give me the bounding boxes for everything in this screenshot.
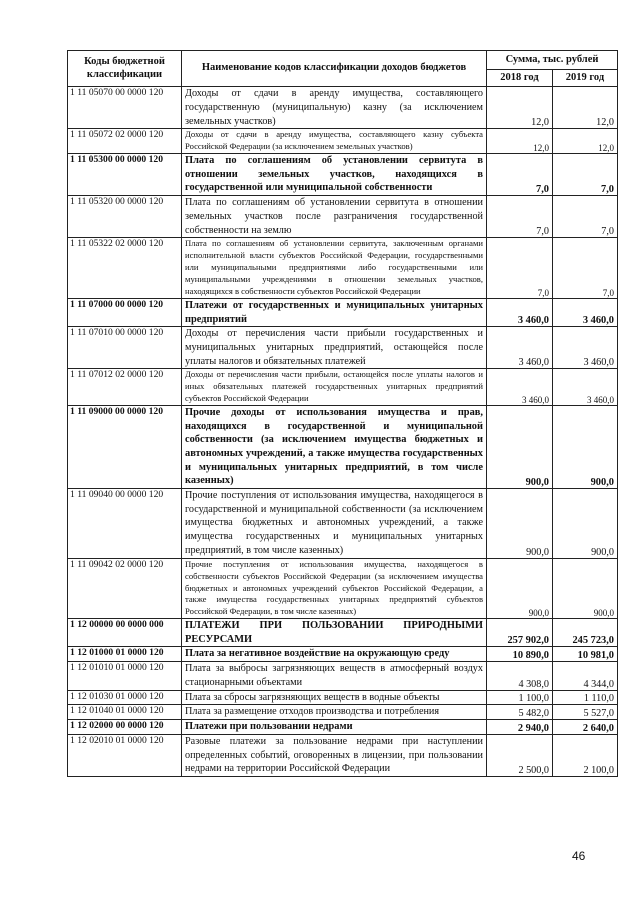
row-value-2019: 900,0	[553, 558, 618, 619]
row-value-2018: 257 902,0	[487, 619, 553, 647]
row-code: 1 11 05070 00 0000 120	[68, 87, 182, 129]
revenue-table	[67, 50, 618, 777]
header-year-2018: 2018 год	[487, 70, 553, 87]
table-row	[68, 488, 618, 558]
row-value-2019: 900,0	[553, 488, 618, 558]
row-value-2019: 1 110,0	[553, 690, 618, 705]
row-value-2018: 3 460,0	[487, 327, 553, 369]
row-value-2019: 10 981,0	[553, 647, 618, 662]
row-value-2018: 12,0	[487, 129, 553, 154]
row-name: Доходы от перечисления части прибыли государственных и муниципальных унитарных предприятий, остающейся после уплаты налогов и обязательных платежей	[182, 327, 487, 369]
row-code: 1 12 01000 01 0000 120	[68, 647, 182, 662]
row-code: 1 11 09042 02 0000 120	[68, 558, 182, 619]
row-name: Плата по соглашениям об установлении сервитута в отношении земельных участков после разграничения государственной собственности на землю	[182, 195, 487, 237]
table-body	[68, 87, 618, 777]
table-row	[68, 720, 618, 735]
row-code: 1 11 09000 00 0000 120	[68, 406, 182, 489]
row-name: Плата за выбросы загрязняющих веществ в атмосферный воздух стационарными объектами	[182, 662, 487, 691]
table-row	[68, 619, 618, 647]
row-value-2019: 12,0	[553, 129, 618, 154]
row-value-2019: 7,0	[553, 238, 618, 299]
row-value-2018: 900,0	[487, 406, 553, 489]
row-name: Плата за сбросы загрязняющих веществ в водные объекты	[182, 690, 487, 705]
row-name: Доходы от сдачи в аренду имущества, составляющего казну субъекта Российской Федерации (за исключением земельных участков)	[182, 129, 487, 154]
row-value-2018: 7,0	[487, 238, 553, 299]
row-code: 1 11 05300 00 0000 120	[68, 154, 182, 196]
row-name: Плата по соглашениям об установлении сервитута в отношении земельных участков, находящихся в государственной или муниципальной собственности	[182, 154, 487, 196]
row-value-2018: 4 308,0	[487, 662, 553, 691]
row-code: 1 12 01010 01 0000 120	[68, 662, 182, 691]
row-value-2018: 12,0	[487, 87, 553, 129]
row-code: 1 11 07000 00 0000 120	[68, 298, 182, 326]
header-year-2019: 2019 год	[553, 70, 618, 87]
row-value-2019: 5 527,0	[553, 705, 618, 720]
row-name: Доходы от сдачи в аренду имущества, составляющего государственную (муниципальную) казну (за исключением земельных участков)	[182, 87, 487, 129]
table-row	[68, 154, 618, 196]
table-row	[68, 705, 618, 720]
row-value-2019: 900,0	[553, 406, 618, 489]
row-code: 1 11 05322 02 0000 120	[68, 238, 182, 299]
table-row	[68, 369, 618, 406]
row-value-2018: 7,0	[487, 154, 553, 196]
table-row	[68, 87, 618, 129]
table-row	[68, 238, 618, 299]
row-value-2018: 3 460,0	[487, 298, 553, 326]
table-row	[68, 195, 618, 237]
row-code: 1 12 02010 01 0000 120	[68, 734, 182, 776]
row-name: Плата за негативное воздействие на окружающую среду	[182, 647, 487, 662]
row-name: Плата за размещение отходов производства и потребления	[182, 705, 487, 720]
row-value-2019: 3 460,0	[553, 327, 618, 369]
row-name: Разовые платежи за пользование недрами при наступлении определенных событий, оговоренных в лицензии, при пользовании недрами на территории Российской Федерации	[182, 734, 487, 776]
row-value-2018: 2 500,0	[487, 734, 553, 776]
row-name: Платежи при пользовании недрами	[182, 720, 487, 735]
row-code: 1 12 00000 00 0000 000	[68, 619, 182, 647]
row-name: Доходы от перечисления части прибыли, остающейся после уплаты налогов и иных обязательных платежей государственных унитарных предприятий субъектов Российской Федерации	[182, 369, 487, 406]
table-row	[68, 690, 618, 705]
row-name: Прочие поступления от использования имущества, находящегося в государственной и муниципальной собственности (за исключением имущества бюджетных и автономных учреждений, а также имущества государственных и муниципальных унитарных предприятий, в том числе казенных)	[182, 488, 487, 558]
table-row	[68, 647, 618, 662]
row-value-2019: 4 344,0	[553, 662, 618, 691]
table-row	[68, 298, 618, 326]
row-value-2018: 2 940,0	[487, 720, 553, 735]
row-code: 1 12 02000 00 0000 120	[68, 720, 182, 735]
row-value-2019: 7,0	[553, 195, 618, 237]
table-row	[68, 129, 618, 154]
header-name: Наименование кодов классификации доходов бюджетов	[182, 51, 487, 87]
header-code: Коды бюджетной классификации	[68, 51, 182, 87]
row-code: 1 11 09040 00 0000 120	[68, 488, 182, 558]
row-name: Прочие поступления от использования имущества, находящегося в собственности субъектов Российской Федерации (за исключением имущества бюджетных и автономных учреждений субъектов Российской Федерации, а также имущества государственных унитарных предприятий субъектов Российской Федерации, в том числе казенных)	[182, 558, 487, 619]
row-code: 1 12 01030 01 0000 120	[68, 690, 182, 705]
row-code: 1 12 01040 01 0000 120	[68, 705, 182, 720]
row-value-2019: 245 723,0	[553, 619, 618, 647]
row-code: 1 11 07010 00 0000 120	[68, 327, 182, 369]
row-value-2018: 900,0	[487, 488, 553, 558]
row-code: 1 11 05072 02 0000 120	[68, 129, 182, 154]
row-value-2019: 12,0	[553, 87, 618, 129]
row-value-2018: 5 482,0	[487, 705, 553, 720]
page-number: 46	[572, 849, 586, 863]
row-code: 1 11 07012 02 0000 120	[68, 369, 182, 406]
row-value-2019: 2 100,0	[553, 734, 618, 776]
row-name: ПЛАТЕЖИ ПРИ ПОЛЬЗОВАНИИ ПРИРОДНЫМИ РЕСУРСАМИ	[182, 619, 487, 647]
table-row	[68, 327, 618, 369]
row-value-2018: 7,0	[487, 195, 553, 237]
row-value-2019: 3 460,0	[553, 298, 618, 326]
table-row	[68, 406, 618, 489]
table-row	[68, 734, 618, 776]
row-value-2019: 2 640,0	[553, 720, 618, 735]
row-value-2019: 7,0	[553, 154, 618, 196]
row-value-2019: 3 460,0	[553, 369, 618, 406]
row-value-2018: 10 890,0	[487, 647, 553, 662]
row-name: Платежи от государственных и муниципальных унитарных предприятий	[182, 298, 487, 326]
row-value-2018: 900,0	[487, 558, 553, 619]
table-header	[68, 51, 618, 87]
row-value-2018: 3 460,0	[487, 369, 553, 406]
header-sum: Сумма, тыс. рублей	[487, 51, 618, 70]
row-name: Прочие доходы от использования имущества и прав, находящихся в государственной и муниципальной собственности (за исключением имущества бюджетных и автономных учреждений, а также имущества государственных и муниципальных унитарных предприятий, в том числе казенных)	[182, 406, 487, 489]
row-value-2018: 1 100,0	[487, 690, 553, 705]
row-code: 1 11 05320 00 0000 120	[68, 195, 182, 237]
table-row	[68, 662, 618, 691]
row-name: Плата по соглашениям об установлении сервитута, заключенным органами исполнительной власти субъектов Российской Федерации, государственными или муниципальными предприятиями либо государственными или муниципальными учреждениями в отношении земельных участков, находящихся в собственности субъектов Российской Федерации	[182, 238, 487, 299]
table-row	[68, 558, 618, 619]
